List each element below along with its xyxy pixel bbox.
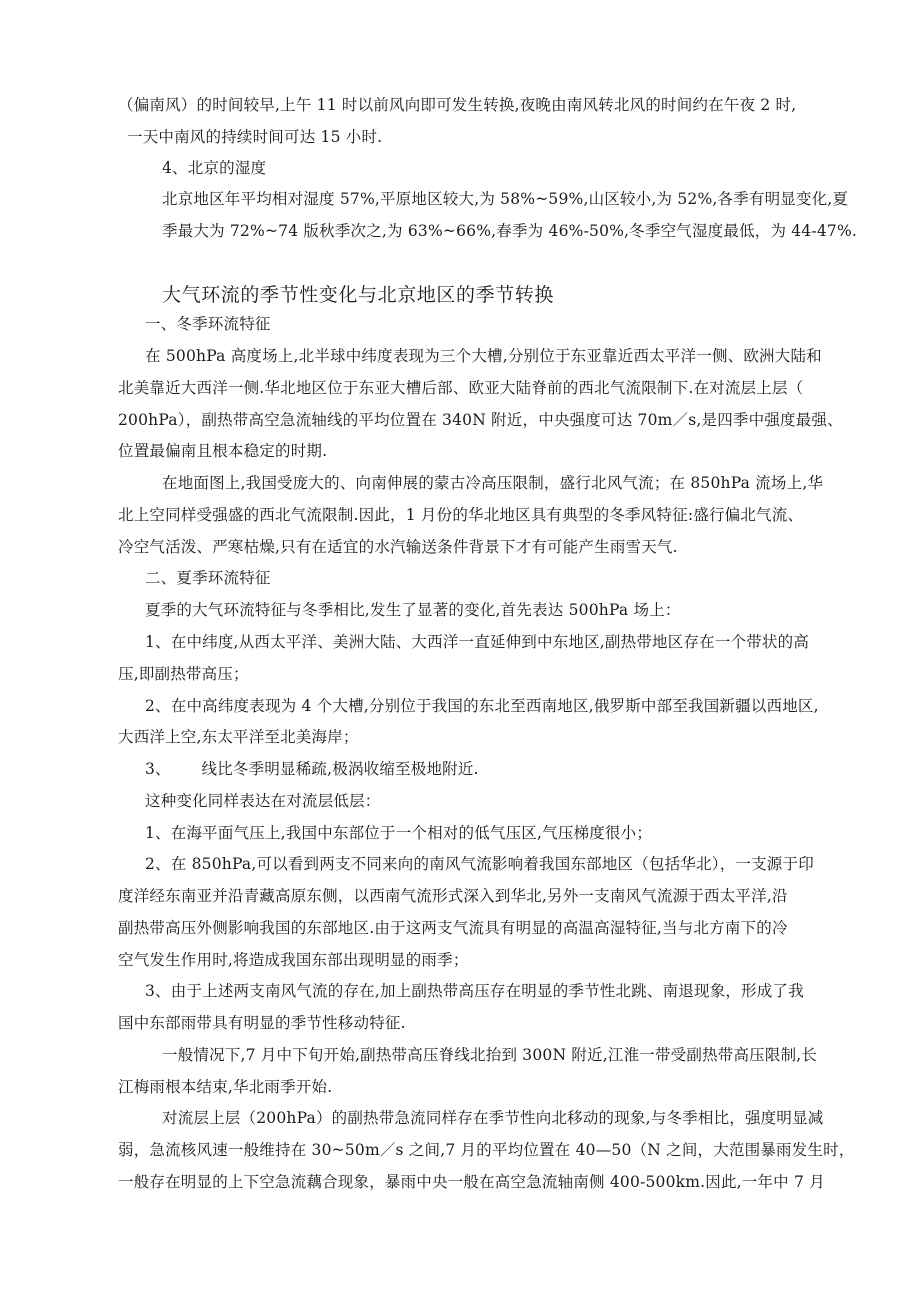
list-item-line: 大西洋上空,东太平洋至北美海岸； [118,728,359,746]
list-item-line: 空气发生作用时,将造成我国东部出现明显的雨季； [118,951,469,969]
paragraph-line: 一天中南风的持续时间可达 15 小时. [127,128,383,146]
section-heading: 4、北京的湿度 [162,159,267,177]
paragraph-line: 季最大为 72%~74 版秋季次之,为 63%~66%,春季为 46%-50%,冬季空气湿度最低，为 44-47%. [162,222,858,240]
paragraph-line: 北上空同样受强盛的西北气流限制.因此，1 月份的华北地区具有典型的冬季风特征:盛行偏北气流、 [118,506,804,524]
list-item-line: 2、在中高纬度表现为 4 个大槽,分别位于我国的东北至西南地区,俄罗斯中部至我国新疆以西地区, [145,697,819,715]
paragraph-line: 江梅雨根本结束,华北雨季开始. [118,1078,333,1096]
list-item-line: 2、在 850hPa,可以看到两支不同来向的南风气流影响着我国东部地区（包括华北），一支源于印 [145,855,814,873]
document-title: 大气环流的季节性变化与北京地区的季节转换 [162,284,555,306]
list-item-line: 3、 线比冬季明显稀疏,极涡收缩至极地附近. [145,760,479,778]
paragraph-line: 这种变化同样表达在对流层低层： [145,792,381,810]
section-heading: 一、冬季环流特征 [145,315,271,333]
paragraph-line: 在 500hPa 高度场上,北半球中纬度表现为三个大槽,分别位于东亚靠近西太平洋一侧、欧洲大陆和 [145,347,822,365]
list-item-line: 压,即副热带高压； [118,665,249,683]
paragraph-line: 在地面图上,我国受庞大的、向南伸展的蒙古冷高压限制，盛行北风气流；在 850hPa 流场上,华 [162,474,824,492]
paragraph-line: 北美靠近大西洋一侧.华北地区位于东亚大槽后部、欧亚大陆脊前的西北气流限制下.在对流层上层（ [118,379,804,397]
paragraph-line: 冷空气活泼、严寒枯燥,只有在适宜的水汽输送条件背景下才有可能产生雨雪天气. [118,538,678,556]
section-heading: 二、夏季环流特征 [145,569,271,587]
list-item-line: 3、由于上述两支南风气流的存在,加上副热带高压存在明显的季节性北跳、南退现象，形成了我 [145,982,804,1000]
paragraph-line: 弱，急流核风速一般维持在 30~50m／s 之间,7 月的平均位置在 40—50（N 之间，大范围暴雨发生时， [118,1141,855,1159]
paragraph-line: 夏季的大气环流特征与冬季相比,发生了显著的变化,首先表达 500hPa 场上： [145,601,681,619]
list-item-line: 国中东部雨带具有明显的季节性移动特征. [118,1014,406,1032]
paragraph-line: 位置最偏南且根本稳定的时期. [118,442,328,460]
paragraph-line: 对流层上层（200hPa）的副热带急流同样存在季节性向北移动的现象,与冬季相比，强度明显减 [162,1109,824,1127]
paragraph-line: 一般情况下,7 月中下旬开始,副热带高压脊线北抬到 300N 附近,江淮一带受副热带高压限制,长 [162,1046,818,1064]
list-item-line: 度洋经东南亚并沿青藏高原东侧，以西南气流形式深入到华北,另外一支南风气流源于西太平洋,沿 [118,887,788,905]
paragraph-line: 北京地区年平均相对湿度 57%,平原地区较大,为 58%~59%,山区较小,为 52%,各季有明显变化,夏 [162,190,849,208]
list-item-line: 1、在海平面气压上,我国中东部位于一个相对的低气压区,气压梯度很小； [145,824,653,842]
paragraph-line: （偏南风）的时间较早,上午 11 时以前风向即可发生转换,夜晚由南风转北风的时间约在午夜 2 时, [118,96,797,114]
paragraph-line: 一般存在明显的上下空急流藕合现象，暴雨中央一般在高空急流轴南侧 400-500km.因此,一年中 7 月 [118,1173,825,1191]
list-item-line: 1、在中纬度,从西太平洋、美洲大陆、大西洋一直延伸到中东地区,副热带地区存在一个带状的高 [145,633,810,651]
paragraph-line: 200hPa），副热带高空急流轴线的平均位置在 340N 附近，中央强度可达 70m／s,是四季中强度最强、 [118,411,843,429]
list-item-line: 副热带高压外侧影响我国的东部地区.由于这两支气流具有明显的高温高湿特征,当与北方南下的冷 [118,919,788,937]
